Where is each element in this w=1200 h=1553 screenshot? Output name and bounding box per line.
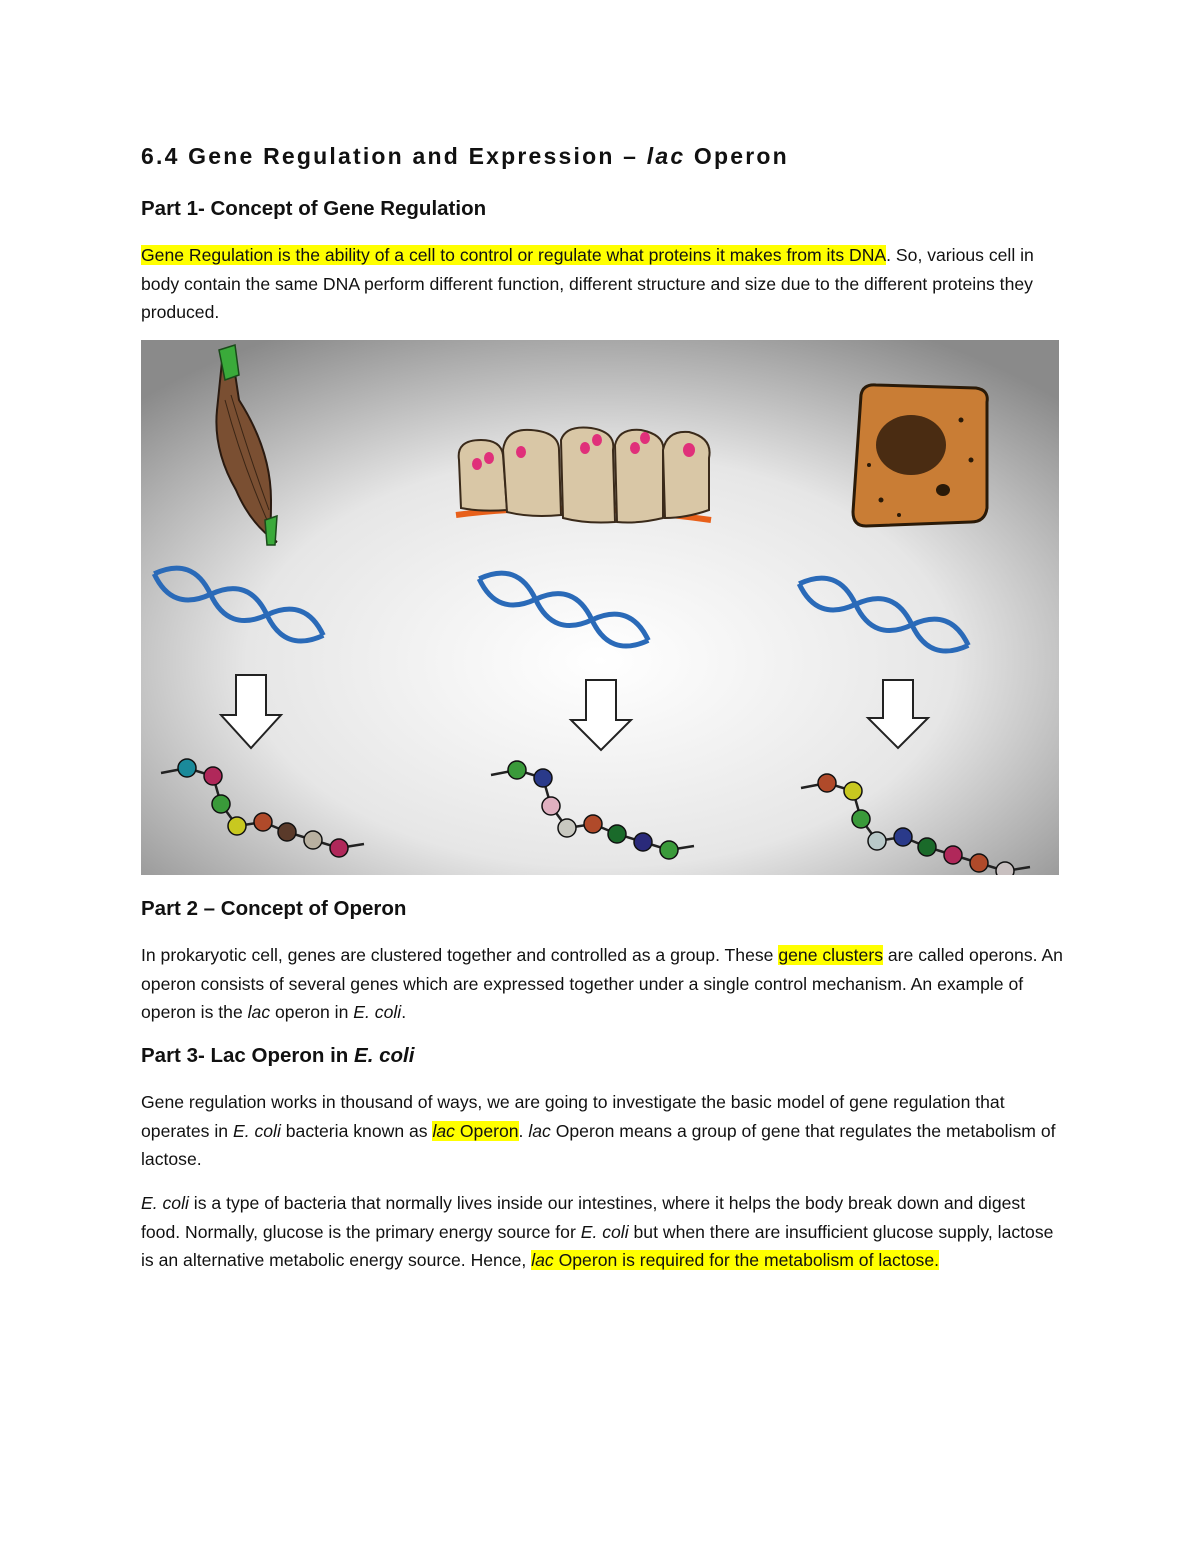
amino-acid-bead xyxy=(868,832,886,850)
amino-acid-bead xyxy=(558,819,576,837)
amino-acid-bead xyxy=(254,813,272,831)
amino-acid-bead xyxy=(584,815,602,833)
amino-acid-bead xyxy=(542,797,560,815)
highlight-lac-operon: lac Operon xyxy=(432,1120,519,1141)
amino-acid-bead xyxy=(944,846,962,864)
part3-paragraph-2: E. coli is a type of bacteria that normally lives inside our intestines, where it helps the body break down and digest food. Normally, glucose is the primary energy source for E. coli but when there are insufficient glucose supply, lactose is an alternative metabolic energy source. Hence, lac Operon is required for the metabolism of lactose. xyxy=(141,1193,1054,1270)
epithelial-cells xyxy=(456,428,711,523)
amino-acid-bead xyxy=(894,828,912,846)
part1-heading: Part 1- Concept of Gene Regulation xyxy=(141,197,487,220)
amino-acid-bead xyxy=(608,825,626,843)
part2-heading: Part 2 – Concept of Operon xyxy=(141,897,407,920)
amino-acid-bead xyxy=(228,817,246,835)
gene-expression-figure xyxy=(141,340,1059,875)
highlight-gene-clusters: gene clusters xyxy=(778,945,883,965)
amino-acid-bead xyxy=(970,854,988,872)
amino-acid-bead xyxy=(204,767,222,785)
amino-acid-bead xyxy=(212,795,230,813)
plant-cell xyxy=(853,385,987,526)
amino-acid-bead xyxy=(178,759,196,777)
part3-heading: Part 3- Lac Operon in E. coli xyxy=(141,1044,415,1067)
amino-acid-bead xyxy=(330,839,348,857)
amino-acid-bead xyxy=(818,774,836,792)
amino-acid-bead xyxy=(508,761,526,779)
highlight-definition: Gene Regulation is the ability of a cell to control or regulate what proteins it makes from its DNA xyxy=(141,245,887,265)
part3-paragraph-1: Gene regulation works in thousand of ways, we are going to investigate the basic model of gene regulation that operates in E. coli bacteria known as lac Operon. lac Operon means a group of gene that regulates the metabolism of lactose. xyxy=(141,1092,1056,1169)
amino-acid-bead xyxy=(918,838,936,856)
amino-acid-bead xyxy=(534,769,552,787)
amino-acid-bead xyxy=(304,831,322,849)
part1-paragraph: Gene Regulation is the ability of a cell to control or regulate what proteins it makes from its DNA. So, various cell in body contain the same DNA perform different function, different structure and size due to the different proteins they produced. xyxy=(141,245,1034,322)
part2-paragraph: In prokaryotic cell, genes are clustered together and controlled as a group. These gene clusters are called operons. An operon consists of several genes which are expressed together under a single control mechanism. An example of operon is the lac operon in E. coli. xyxy=(141,945,1063,1022)
amino-acid-bead xyxy=(852,810,870,828)
amino-acid-bead xyxy=(844,782,862,800)
amino-acid-bead xyxy=(278,823,296,841)
amino-acid-bead xyxy=(634,833,652,851)
amino-acid-bead xyxy=(660,841,678,859)
page-title: 6.4 Gene Regulation and Expression – lac Operon xyxy=(141,143,789,169)
highlight-lac-required: lac Operon is required for the metabolism of lactose. xyxy=(531,1250,939,1270)
amino-acid-bead xyxy=(996,862,1014,875)
